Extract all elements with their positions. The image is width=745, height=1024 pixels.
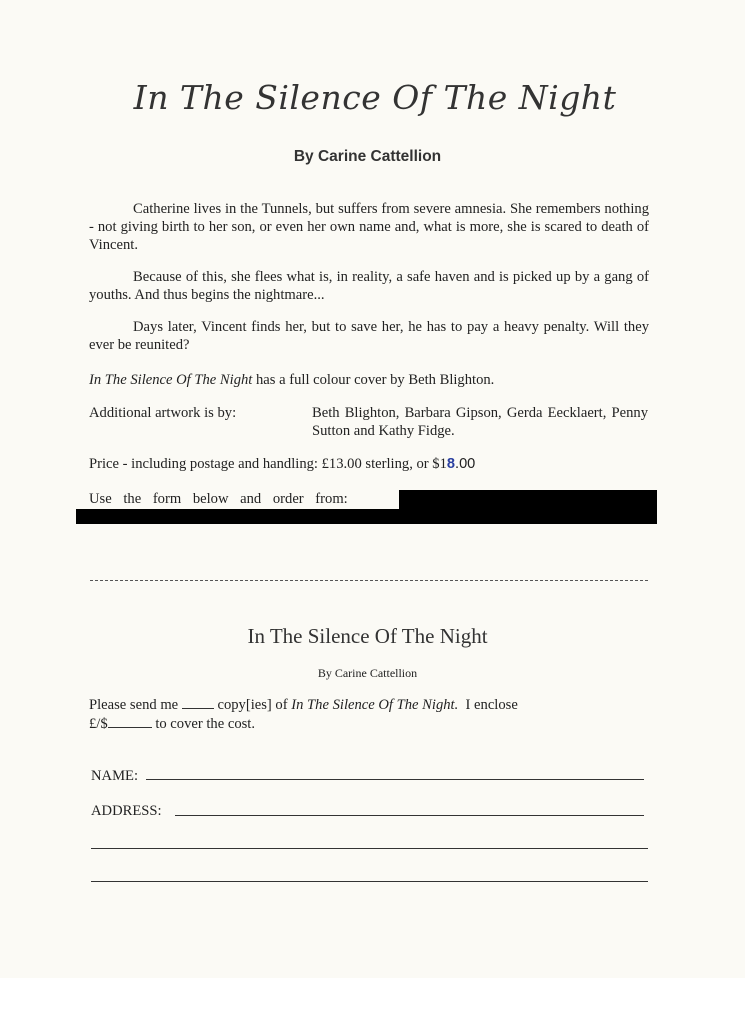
price-handwritten-digit: 8 bbox=[446, 456, 456, 472]
copies-quantity-blank[interactable] bbox=[182, 708, 214, 709]
synopsis-paragraph-1: Catherine lives in the Tunnels, but suffers from severe amnesia. She remembers nothing - not giving birth to her son, or even her own name and, what is more, she is scared to death of Vincent. bbox=[89, 201, 649, 253]
address-field-line-1[interactable] bbox=[175, 815, 644, 816]
amount-blank[interactable] bbox=[108, 727, 152, 728]
synopsis-paragraph-2: Because of this, she flees what is, in reality, a safe haven and is picked up by a gang of youths. And thus begins the nightmare... bbox=[89, 269, 649, 303]
price-text: Price - including postage and handling: £13.00 sterling, or $1 bbox=[89, 456, 447, 472]
price-suffix: .00 bbox=[455, 456, 476, 472]
page-title: In The Silence Of The Night bbox=[133, 78, 617, 117]
price-line bbox=[89, 456, 475, 473]
author-byline: By Carine Cattellion bbox=[293, 148, 442, 165]
synopsis-paragraph-3: Days later, Vincent finds her, but to save her, he has to pay a heavy penalty. Will they ever be reunited? bbox=[89, 319, 649, 353]
order-form-request bbox=[89, 696, 649, 734]
address-field-line-2[interactable] bbox=[91, 848, 648, 849]
cover-note bbox=[89, 371, 649, 389]
request-text-cost: to cover the cost. bbox=[155, 716, 256, 732]
request-text-copies: copy[ies] of bbox=[217, 697, 288, 713]
name-label: NAME: bbox=[91, 768, 139, 784]
artwork-label: Additional artwork is by: bbox=[89, 405, 237, 421]
name-field-line[interactable] bbox=[146, 779, 644, 780]
address-label: ADDRESS: bbox=[91, 803, 162, 819]
request-text-start: Please send me bbox=[89, 697, 179, 713]
address-field-line-3[interactable] bbox=[91, 881, 648, 882]
request-text-enclose: I enclose bbox=[465, 697, 518, 713]
cut-line-divider bbox=[90, 580, 648, 581]
order-form-title: In The Silence Of The Night bbox=[247, 624, 488, 648]
order-instruction: Use the form below and order from: bbox=[89, 491, 348, 507]
cover-note-text: has a full colour cover by Beth Blighton. bbox=[252, 372, 495, 388]
currency-symbol: £/$ bbox=[89, 716, 108, 732]
redaction-block-lower bbox=[76, 509, 657, 524]
cover-note-book-title: In The Silence Of The Night bbox=[89, 372, 253, 388]
order-form-byline: By Carine Cattellion bbox=[317, 666, 418, 680]
request-book-title: In The Silence Of The Night. bbox=[291, 697, 459, 713]
artwork-names: Beth Blighton, Barbara Gipson, Gerda Eecklaert, Penny Sutton and Kathy Fidge. bbox=[312, 405, 648, 439]
